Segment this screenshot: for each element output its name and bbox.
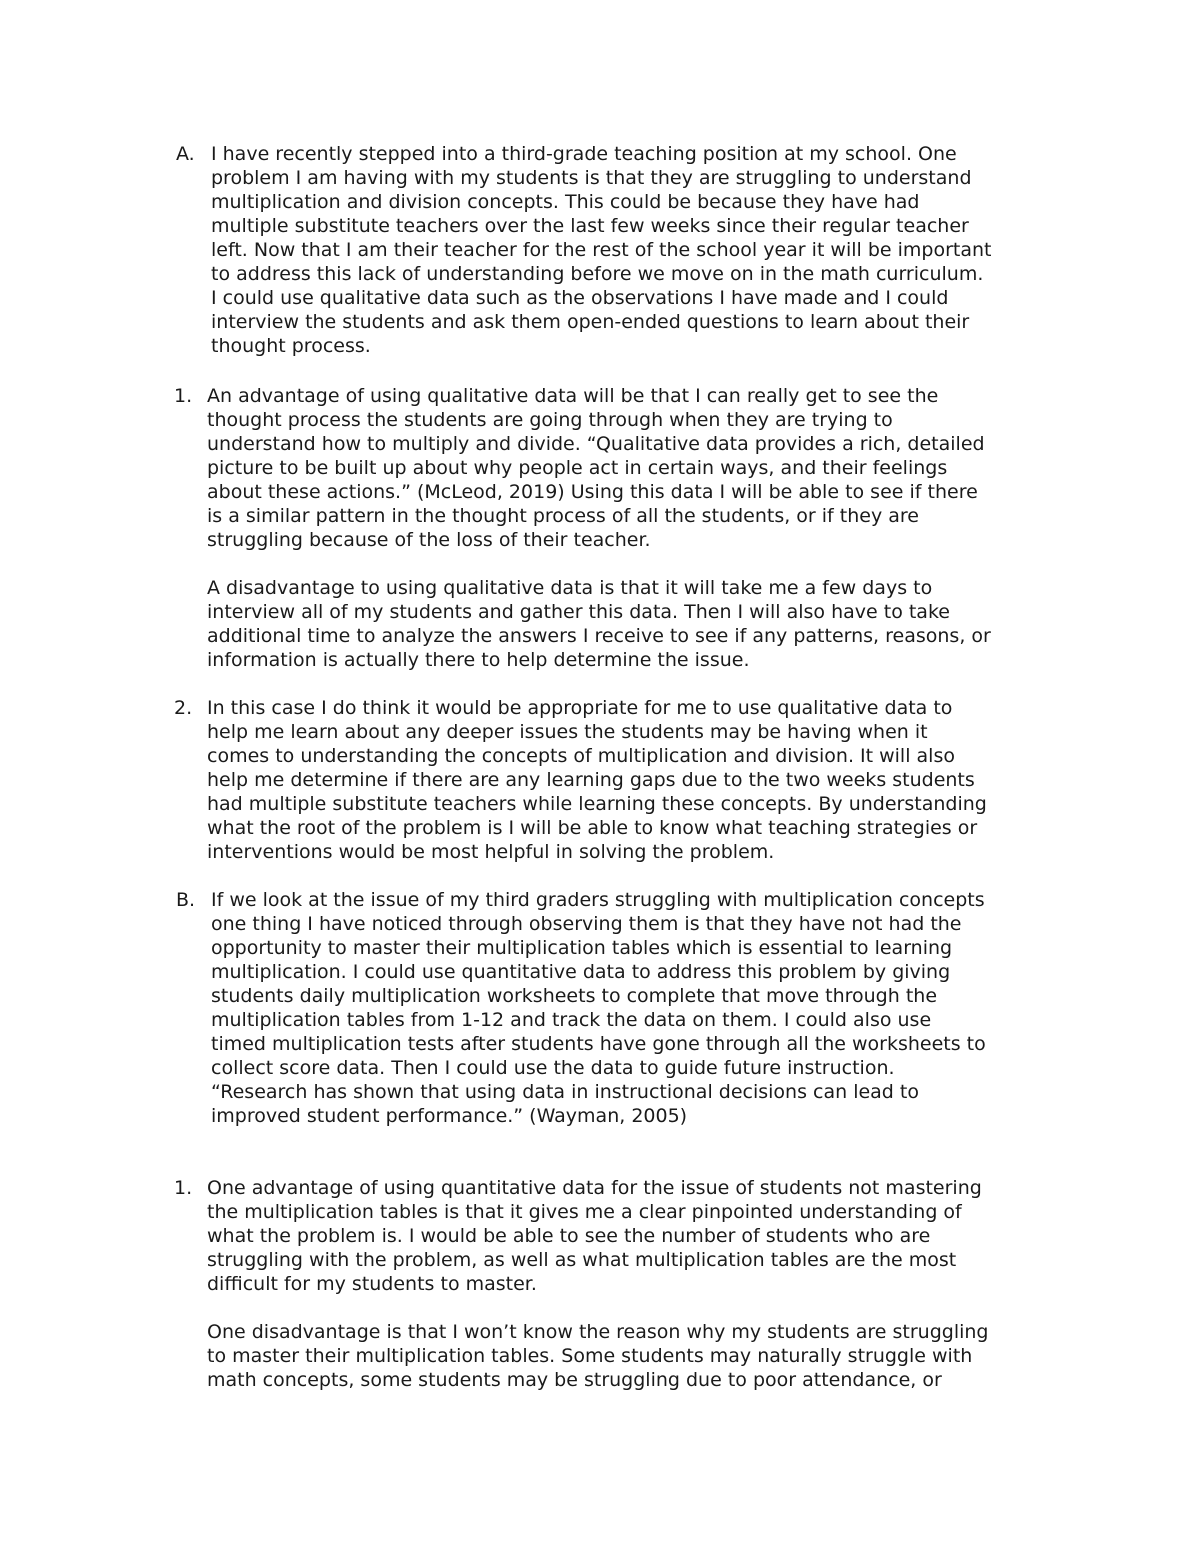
section-b-item-1-paragraph-2 <box>207 1320 988 1392</box>
text-line: left. Now that I am their teacher for the rest of the school year it will be important <box>211 239 992 261</box>
text-line: In this case I do think it would be appropriate for me to use qualitative data to <box>207 697 953 719</box>
text-line: multiplication and division concepts. This could be because they have had <box>211 191 920 213</box>
section-a-item-1-text <box>207 384 985 552</box>
section-a-item-2-marker: 2. <box>174 697 193 719</box>
text-line: interview the students and ask them open-ended questions to learn about their <box>211 311 970 333</box>
text-line: multiplication tables from 1-12 and track the data on them. I could also use <box>211 1009 932 1031</box>
section-b-text <box>211 888 986 1128</box>
text-line: thought process the students are going through when they are trying to <box>207 409 893 431</box>
text-line: what the root of the problem is I will be able to know what teaching strategies or <box>207 817 978 839</box>
section-a-item-2-text <box>207 696 987 864</box>
text-line: timed multiplication tests after students have gone through all the worksheets to <box>211 1033 986 1055</box>
text-line: One advantage of using quantitative data for the issue of students not mastering <box>207 1177 982 1199</box>
text-line: students daily multiplication worksheets to complete that move through the <box>211 985 938 1007</box>
text-line: had multiple substitute teachers while learning these concepts. By understanding <box>207 793 987 815</box>
text-line: An advantage of using qualitative data will be that I can really get to see the <box>207 385 939 407</box>
text-line: to address this lack of understanding before we move on in the math curriculum. <box>211 263 984 285</box>
text-line: A disadvantage to using qualitative data is that it will take me a few days to <box>207 577 933 599</box>
text-line: problem I am having with my students is that they are struggling to understand <box>211 167 972 189</box>
text-line: multiplication. I could use quantitative data to address this problem by giving <box>211 961 951 983</box>
text-line: “Research has shown that using data in instructional decisions can lead to <box>211 1081 919 1103</box>
text-line: picture to be built up about why people act in certain ways, and their feelings <box>207 457 948 479</box>
text-line: what the problem is. I would be able to see the number of students who are <box>207 1225 931 1247</box>
section-b-marker: B. <box>176 889 196 911</box>
text-line: opportunity to master their multiplication tables which is essential to learning <box>211 937 953 959</box>
section-a-text <box>211 142 992 358</box>
text-line: interview all of my students and gather this data. Then I will also have to take <box>207 601 950 623</box>
text-line: improved student performance.” (Wayman, 2005) <box>211 1105 688 1127</box>
text-line: struggling because of the loss of their teacher. <box>207 529 651 551</box>
text-line: interventions would be most helpful in solving the problem. <box>207 841 775 863</box>
text-line: one thing I have noticed through observing them is that they have not had the <box>211 913 962 935</box>
text-line: multiple substitute teachers over the last few weeks since their regular teacher <box>211 215 969 237</box>
text-line: math concepts, some students may be struggling due to poor attendance, or <box>207 1369 942 1391</box>
section-a-marker: A. <box>176 143 195 165</box>
section-b-item-1-text <box>207 1176 982 1296</box>
text-line: information is actually there to help determine the issue. <box>207 649 750 671</box>
text-line: about these actions.” (McLeod, 2019) Using this data I will be able to see if there <box>207 481 978 503</box>
section-a-item-1-paragraph-2 <box>207 576 991 672</box>
text-line: I have recently stepped into a third-grade teaching position at my school. One <box>211 143 957 165</box>
text-line: the multiplication tables is that it gives me a clear pinpointed understanding of <box>207 1201 962 1223</box>
text-line: understand how to multiply and divide. “Qualitative data provides a rich, detailed <box>207 433 985 455</box>
text-line: help me learn about any deeper issues the students may be having when it <box>207 721 928 743</box>
text-line: I could use qualitative data such as the observations I have made and I could <box>211 287 949 309</box>
text-line: is a similar pattern in the thought process of all the students, or if they are <box>207 505 919 527</box>
text-line: to master their multiplication tables. Some students may naturally struggle with <box>207 1345 973 1367</box>
section-a-item-1-marker: 1. <box>174 385 193 407</box>
text-line: collect score data. Then I could use the data to guide future instruction. <box>211 1057 895 1079</box>
text-line: help me determine if there are any learning gaps due to the two weeks students <box>207 769 975 791</box>
text-line: If we look at the issue of my third graders struggling with multiplication concepts <box>211 889 985 911</box>
text-line: difficult for my students to master. <box>207 1273 537 1295</box>
text-line: additional time to analyze the answers I receive to see if any patterns, reasons, or <box>207 625 991 647</box>
text-line: comes to understanding the concepts of multiplication and division. It will also <box>207 745 955 767</box>
text-line: One disadvantage is that I won’t know the reason why my students are struggling <box>207 1321 989 1343</box>
section-b-item-1-marker: 1. <box>174 1177 193 1199</box>
text-line: struggling with the problem, as well as what multiplication tables are the most <box>207 1249 957 1271</box>
text-line: thought process. <box>211 335 371 357</box>
